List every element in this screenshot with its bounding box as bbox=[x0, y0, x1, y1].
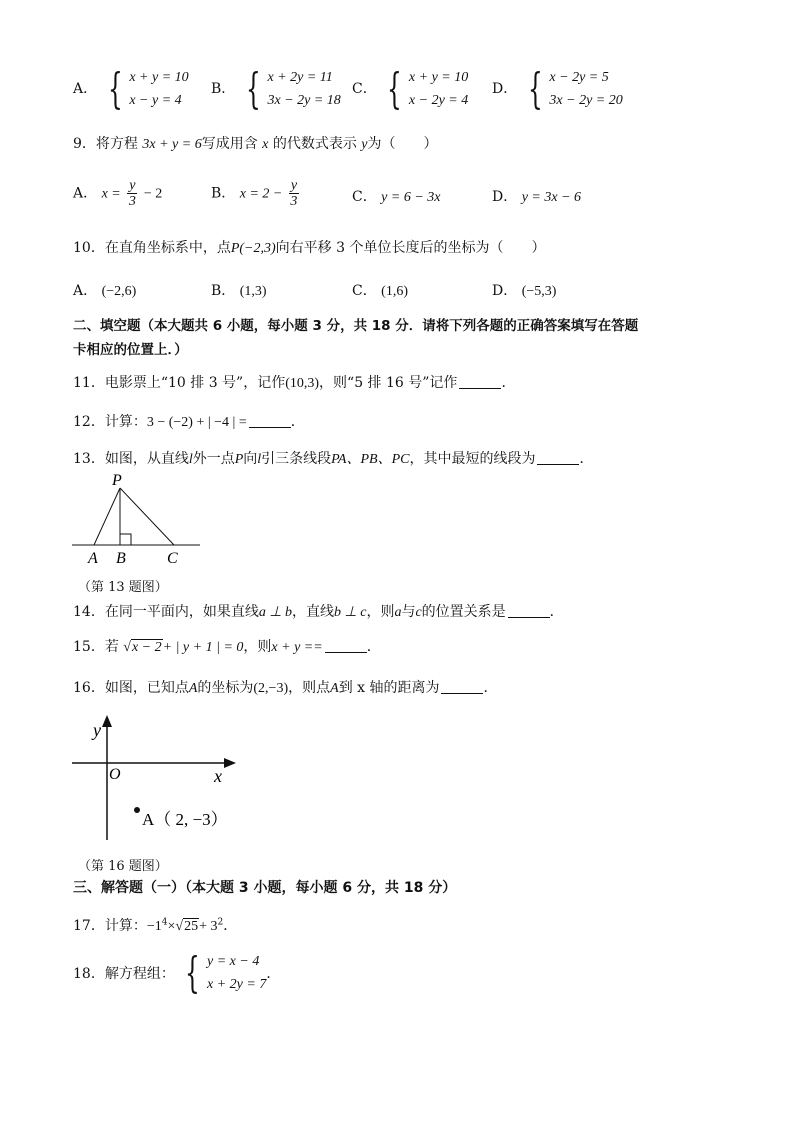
equation: y = x − 4 bbox=[207, 954, 260, 969]
equation: x + y = 10 bbox=[408, 70, 469, 85]
q8-option-d bbox=[492, 66, 623, 112]
option-value: (1,3) bbox=[239, 284, 267, 299]
question-text: 引三条线段 bbox=[261, 451, 332, 467]
question-text: 计算： bbox=[104, 414, 147, 430]
variable: a bbox=[394, 605, 402, 620]
question-text: 的坐标为 bbox=[197, 680, 254, 696]
equation: x + 2y = 7 bbox=[207, 977, 267, 992]
question-number: 18． bbox=[73, 966, 105, 982]
q10-option-c bbox=[352, 280, 408, 300]
answer-blank[interactable] bbox=[441, 679, 483, 694]
sqrt-body: 25 bbox=[184, 919, 199, 934]
question-text: 在同一平面内，如果直线 bbox=[104, 604, 259, 620]
expression: − 2 bbox=[143, 186, 163, 202]
option-letter: A． bbox=[73, 81, 98, 97]
expression: −1 bbox=[146, 919, 162, 934]
variable: l bbox=[188, 452, 193, 467]
q9-option-b bbox=[211, 178, 301, 209]
brace-icon: { bbox=[107, 64, 123, 113]
question-text: 解方程组： bbox=[104, 966, 175, 982]
variable: A bbox=[330, 681, 339, 696]
equation: x + 2y = 11 bbox=[267, 70, 333, 85]
relation: b ⊥ c bbox=[334, 605, 367, 620]
variable: l bbox=[257, 452, 262, 467]
option-letter: B． bbox=[211, 81, 236, 97]
coordinate: (10,3) bbox=[285, 376, 320, 391]
section-heading-line: 卡相应的位置上．） bbox=[73, 342, 188, 358]
option-value: (1,6) bbox=[381, 284, 408, 299]
question-number: 13． bbox=[73, 451, 105, 467]
equation-system bbox=[105, 66, 189, 112]
question-text: 电影票上“10 排 3 号”，记作 bbox=[104, 375, 286, 391]
question-number: 15． bbox=[73, 639, 105, 655]
punctuation: ． bbox=[483, 680, 498, 696]
expression: + 3 bbox=[199, 919, 218, 934]
variable: c bbox=[415, 605, 422, 620]
question-11 bbox=[73, 372, 515, 392]
option-letter: D． bbox=[492, 283, 518, 299]
exponent: 4 bbox=[161, 917, 168, 928]
right-angle-mark bbox=[120, 534, 131, 545]
question-text: 计算： bbox=[104, 918, 147, 934]
equation-system bbox=[182, 950, 266, 996]
question-17 bbox=[73, 915, 237, 935]
section-2-heading bbox=[73, 314, 638, 362]
section-3-heading: 三、解答题（一）（本大题 3 小题，每小题 6 分，共 18 分） bbox=[73, 880, 457, 896]
punctuation: ． bbox=[366, 639, 381, 655]
figure-13-diagram bbox=[68, 472, 208, 572]
numerator: y bbox=[129, 178, 136, 193]
option-letter: C． bbox=[352, 81, 377, 97]
question-text: ，则“5 排 16 号”记作 bbox=[319, 375, 458, 391]
question-text: 写成用含 bbox=[201, 136, 258, 152]
equation: 3x + y = 6 bbox=[142, 137, 202, 152]
option-letter: C． bbox=[352, 189, 377, 205]
point: P(−2,3) bbox=[230, 241, 276, 256]
question-13 bbox=[73, 448, 593, 468]
q8-option-b bbox=[211, 66, 341, 112]
variable: x bbox=[262, 137, 269, 152]
question-text: ，直线 bbox=[292, 604, 335, 620]
question-text: 向右平移 3 个单位长度后的坐标为（ ） bbox=[275, 240, 546, 256]
question-text: 的代数式表示 bbox=[272, 136, 357, 152]
q9-option-a bbox=[73, 178, 162, 209]
option-letter: D． bbox=[492, 81, 518, 97]
option-value: (−5,3) bbox=[521, 284, 557, 299]
label-b: B bbox=[116, 550, 126, 567]
sqrt-expression: √25 bbox=[175, 919, 199, 934]
segments: PA、PB、PC bbox=[331, 452, 410, 467]
option-letter: C． bbox=[352, 283, 377, 299]
question-text: ，其中最短的线段为 bbox=[409, 451, 536, 467]
question-text: ，则 bbox=[243, 639, 272, 655]
question-text: 为（ ） bbox=[367, 136, 438, 152]
expression: y = 6 − 3x bbox=[381, 190, 441, 205]
variable: P bbox=[234, 452, 244, 467]
label-x: x bbox=[214, 766, 222, 786]
q8-option-c bbox=[352, 66, 468, 112]
q8-option-a bbox=[73, 66, 189, 112]
question-text: 将方程 bbox=[95, 136, 138, 152]
question-16 bbox=[73, 677, 497, 697]
relation: a ⊥ b bbox=[258, 605, 293, 620]
variable: A bbox=[188, 681, 198, 696]
question-text: 在直角坐标系中，点 bbox=[104, 240, 231, 256]
q10-option-b bbox=[211, 280, 267, 300]
answer-blank[interactable] bbox=[249, 413, 291, 428]
question-text: 若 bbox=[104, 639, 119, 655]
q9-option-c bbox=[352, 186, 441, 206]
x-arrow-icon bbox=[224, 758, 236, 768]
figure-13-caption: （第 13 题图） bbox=[78, 580, 168, 595]
option-letter: D． bbox=[492, 189, 518, 205]
label-y: y bbox=[93, 720, 101, 740]
q9-option-d bbox=[492, 186, 581, 206]
numerator: y bbox=[290, 178, 298, 193]
question-10 bbox=[73, 237, 545, 257]
question-9 bbox=[73, 133, 438, 153]
label-p: P bbox=[112, 472, 122, 489]
sqrt-body: x − 2 bbox=[131, 640, 162, 655]
segment-pc bbox=[120, 488, 174, 545]
operator: × bbox=[167, 919, 176, 934]
figure-16-caption: （第 16 题图） bbox=[78, 859, 168, 874]
answer-blank[interactable] bbox=[508, 603, 550, 618]
figure-16-diagram bbox=[68, 710, 248, 845]
point-a-label: A（ 2, −3） bbox=[142, 810, 228, 829]
question-text: 如图，已知点 bbox=[104, 680, 189, 696]
equation: 3x − 2y = 20 bbox=[549, 93, 623, 108]
option-value: (−2,6) bbox=[101, 284, 137, 299]
question-text: 与 bbox=[401, 604, 416, 620]
equation: x − 2y = 4 bbox=[408, 93, 469, 108]
option-letter: B． bbox=[211, 283, 236, 299]
brace-icon: { bbox=[527, 64, 543, 113]
question-number: 16． bbox=[73, 680, 105, 696]
fraction bbox=[289, 178, 299, 209]
variable: y bbox=[361, 137, 368, 152]
y-arrow-icon bbox=[102, 715, 112, 727]
expression: 3 − (−2) + | −4 | = bbox=[146, 415, 247, 430]
equation: x − y = 4 bbox=[129, 93, 182, 108]
denominator: 3 bbox=[290, 194, 298, 209]
punctuation: ． bbox=[223, 918, 238, 934]
q10-option-a bbox=[73, 280, 136, 300]
question-15 bbox=[73, 636, 381, 656]
question-number: 9． bbox=[73, 136, 96, 152]
question-text: 向 bbox=[243, 451, 258, 467]
equation: x + y = 10 bbox=[129, 70, 189, 85]
punctuation: ． bbox=[290, 414, 305, 430]
question-text: ，则 bbox=[366, 604, 395, 620]
q10-option-d bbox=[492, 280, 556, 300]
question-number: 17． bbox=[73, 918, 105, 934]
coordinate: (2,−3) bbox=[253, 681, 289, 696]
question-number: 12． bbox=[73, 414, 105, 430]
question-text: 到 x 轴的距离为 bbox=[338, 680, 440, 696]
section-heading-line: 二、填空题（本大题共 6 小题，每小题 3 分，共 18 分．请将下列各题的正确答案填写在答题 bbox=[73, 318, 639, 334]
question-text: 外一点 bbox=[192, 451, 235, 467]
exponent: 2 bbox=[217, 917, 224, 928]
option-letter: A． bbox=[73, 283, 98, 299]
equation-system bbox=[384, 66, 468, 112]
point-a-dot bbox=[134, 807, 140, 813]
question-14 bbox=[73, 601, 564, 621]
expression: y = 3x − 6 bbox=[521, 190, 582, 205]
expression: x = 2 − bbox=[239, 186, 283, 202]
equation-system bbox=[243, 66, 341, 112]
expression: + | y + 1 | = 0 bbox=[162, 640, 244, 655]
answer-blank[interactable] bbox=[537, 450, 579, 465]
punctuation: ． bbox=[501, 375, 516, 391]
option-letter: A． bbox=[73, 185, 98, 202]
brace-icon: { bbox=[245, 64, 261, 113]
punctuation: ． bbox=[549, 604, 564, 620]
punctuation: ． bbox=[579, 451, 594, 467]
label-origin: O bbox=[109, 766, 121, 783]
question-number: 11． bbox=[73, 375, 105, 391]
question-12 bbox=[73, 411, 305, 431]
question-text: ，则点 bbox=[288, 680, 331, 696]
segment-pa bbox=[94, 488, 120, 545]
equation: x − 2y = 5 bbox=[549, 70, 609, 85]
answer-blank[interactable] bbox=[325, 638, 367, 653]
punctuation: ． bbox=[266, 966, 281, 982]
question-18 bbox=[73, 950, 280, 996]
question-text: 如图，从直线 bbox=[104, 451, 189, 467]
label-c: C bbox=[167, 550, 178, 567]
brace-icon: { bbox=[185, 948, 201, 997]
denominator: 3 bbox=[128, 194, 136, 209]
label-a: A bbox=[88, 550, 98, 567]
fraction bbox=[127, 178, 137, 209]
brace-icon: { bbox=[387, 64, 402, 113]
equation: 3x − 2y = 18 bbox=[267, 93, 341, 108]
question-text: 的位置关系是 bbox=[421, 604, 506, 620]
question-number: 14． bbox=[73, 604, 105, 620]
answer-blank[interactable] bbox=[459, 374, 501, 389]
question-number: 10． bbox=[73, 240, 105, 256]
equation-system bbox=[525, 66, 623, 112]
option-letter: B． bbox=[211, 185, 236, 202]
sqrt-expression: √x − 2 bbox=[123, 640, 162, 655]
expression: x + y == bbox=[271, 640, 323, 655]
expression: x = bbox=[101, 186, 121, 202]
